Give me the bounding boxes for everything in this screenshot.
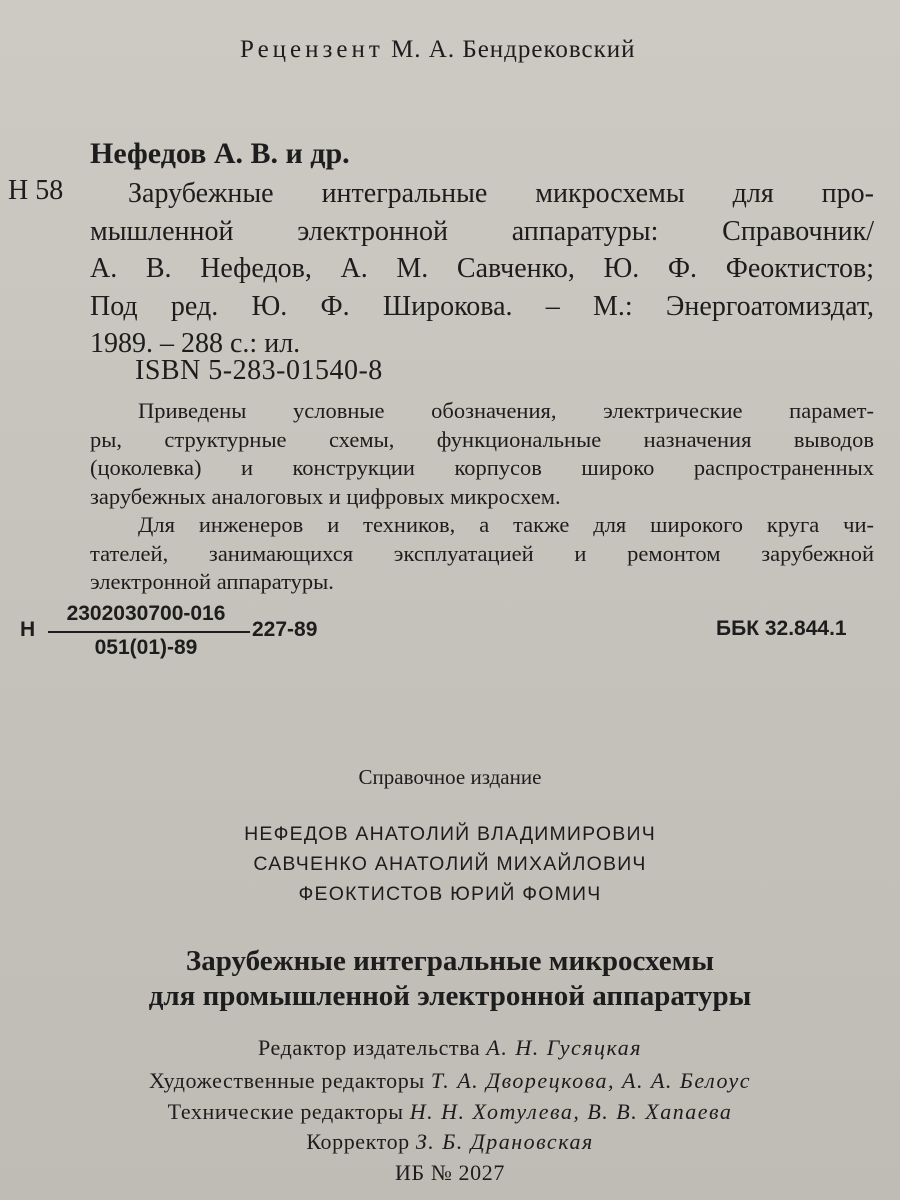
abstract-line: Для инженеров и техников, а также для широкого круга чи- (138, 512, 874, 537)
credit-names: З. Б. Драновская (415, 1129, 594, 1154)
reviewer-line (240, 36, 636, 64)
bib-line: А. В. Нефедов, А. М. Савченко, Ю. Ф. Феоктистов; (90, 253, 874, 284)
author-heading: Нефедов А. В. и др. (90, 137, 350, 170)
edition-type: Справочное издание (358, 765, 542, 789)
publisher-code-denominator: 051(01)-89 (94, 636, 198, 659)
abstract-line: тателей, занимающихся эксплуатацией и ремонтом зарубежной (90, 540, 874, 566)
colophon-author: ФЕОКТИСТОВ ЮРИЙ ФОМИЧ (298, 883, 602, 905)
book-title-line: Зарубежные интегральные микросхемы (185, 945, 715, 977)
credit-line (0, 1068, 900, 1094)
fraction-bar (48, 631, 250, 633)
colophon-author: САВЧЕНКО АНАТОЛИЙ МИХАЙЛОВИЧ (253, 853, 647, 875)
reviewer-label: Рецензент (240, 36, 384, 63)
publisher-code-numerator: 2302030700-016 (66, 602, 226, 625)
credit-role: Редактор издательства (257, 1035, 481, 1060)
abstract-line: ры, структурные схемы, функциональные назначения выводов (90, 426, 874, 452)
credit-names: Н. Н. Хотулева, В. В. Хапаева (409, 1099, 733, 1124)
abstract-line: (цоколевка) и конструкции корпусов широко распространенных (90, 455, 874, 480)
credit-line (0, 1129, 900, 1155)
colophon-author: НЕФЕДОВ АНАТОЛИЙ ВЛАДИМИРОВИЧ (244, 823, 656, 845)
reviewer-name: М. А. Бендрековский (391, 36, 636, 63)
credit-names: Т. А. Дворецкова, А. А. Белоус (430, 1068, 752, 1093)
abstract-line: Приведены условные обозначения, электрические парамет- (138, 398, 874, 423)
classification-code: Н 58 (8, 175, 64, 206)
abstract-line: зарубежных аналоговых и цифровых микросхем. (90, 483, 561, 509)
credit-names: А. Н. Гусяцкая (486, 1035, 643, 1060)
abstract (90, 397, 874, 597)
credit-line (0, 1099, 900, 1125)
publisher-code-letter: Н (20, 618, 36, 641)
publisher-code-suffix: 227-89 (252, 618, 318, 641)
bib-line: Под ред. Ю. Ф. Широкова. – М.: Энергоатомиздат, (90, 290, 874, 322)
bib-line: 1989. – 288 с.: ил. (90, 328, 301, 359)
credit-role: Корректор (306, 1129, 410, 1154)
ib-number: ИБ № 2027 (395, 1160, 505, 1185)
bib-line: мышленной электронной аппаратуры: Справочник/ (90, 215, 874, 247)
abstract-line: электронной аппаратуры. (90, 569, 334, 594)
book-title-line: для промышленной электронной аппаратуры (148, 980, 752, 1012)
credit-role: Художественные редакторы (148, 1068, 425, 1093)
bib-line: Зарубежные интегральные микросхемы для про- (128, 178, 874, 209)
credit-role: Технические редакторы (167, 1099, 404, 1124)
bbk-code: ББК 32.844.1 (716, 617, 847, 640)
bibliographic-description (90, 175, 874, 363)
credit-line (0, 1035, 900, 1061)
isbn: ISBN 5-283-01540-8 (135, 355, 383, 386)
